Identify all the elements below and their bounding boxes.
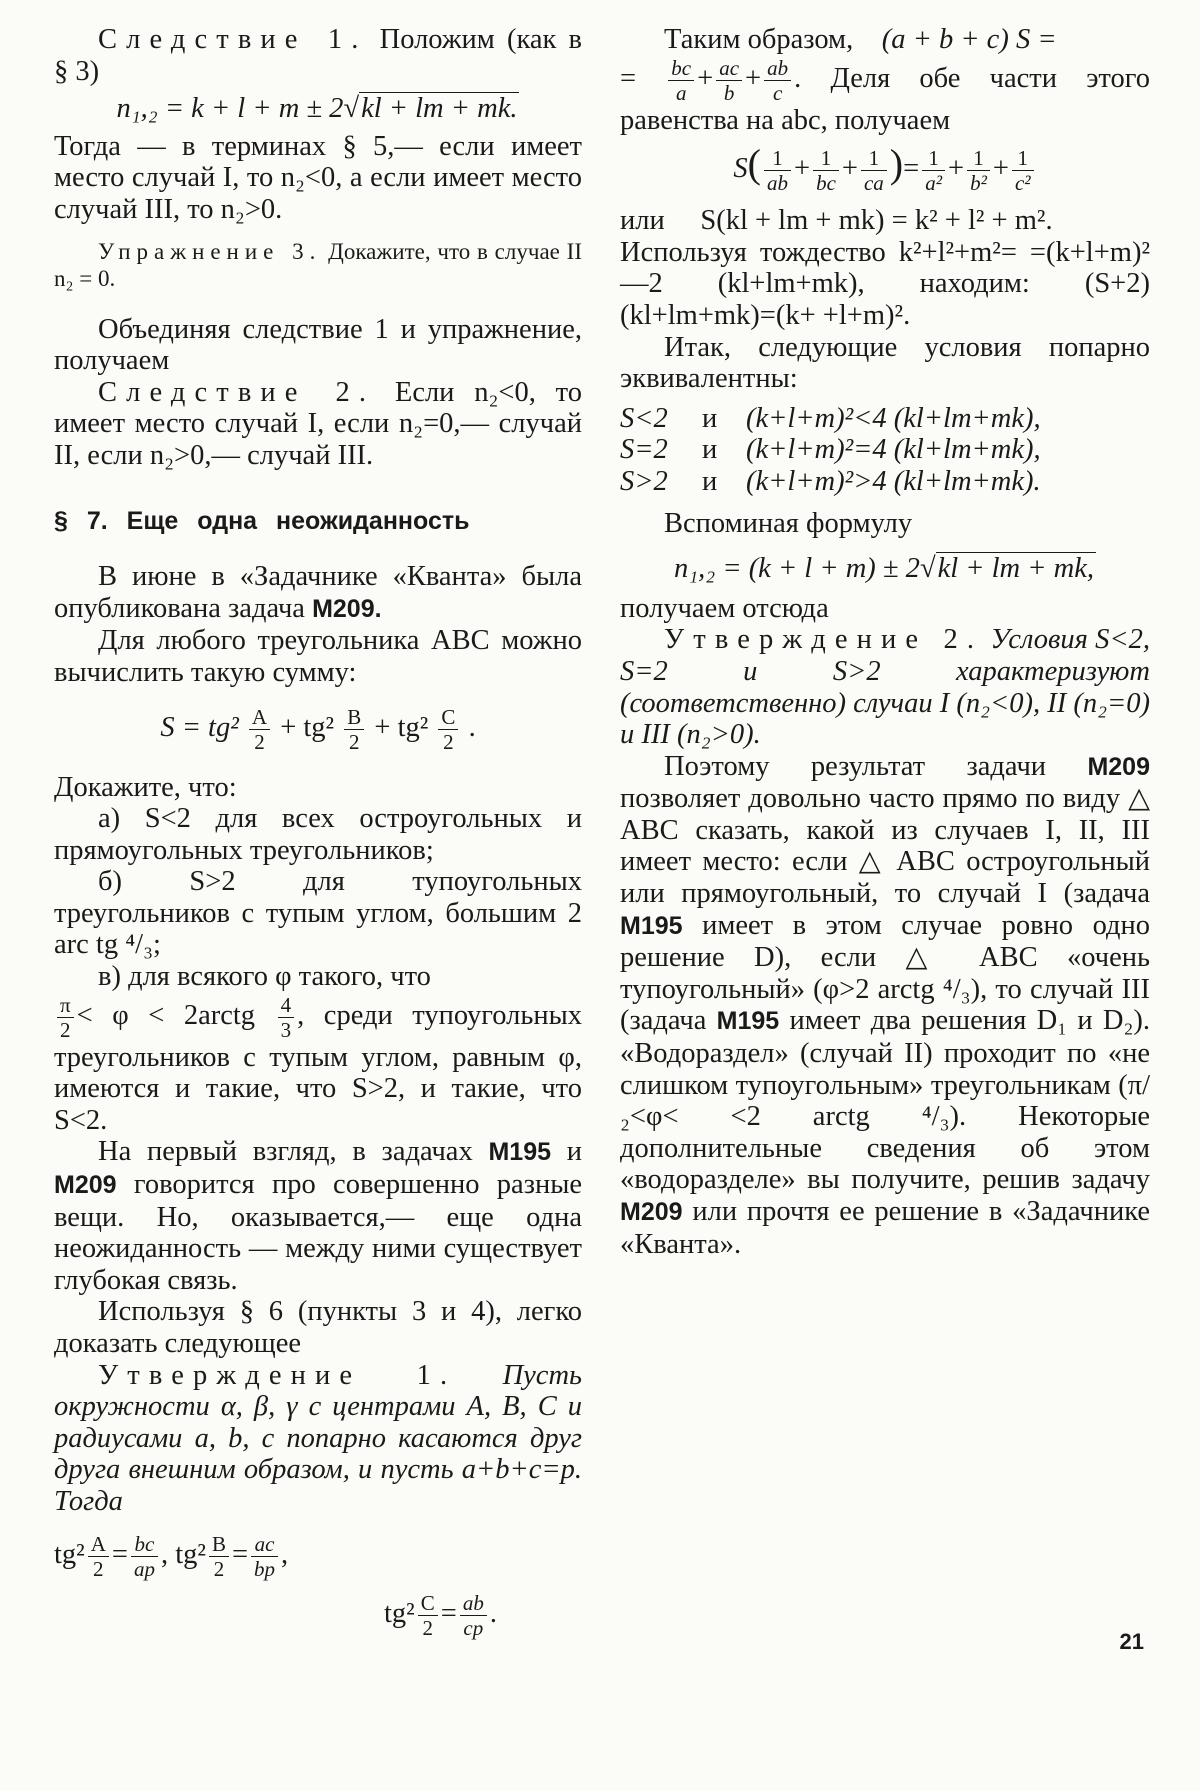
statement-1-heading: Утверждение 1.: [98, 1359, 457, 1391]
condition-s: S>2: [620, 465, 668, 497]
frac-B-2: [209, 1532, 229, 1581]
corollary-1-body: Тогда — в терминах § 5,— если имеет место случай I, то n₂<0, а если имеет место случай III, то n₂>0.: [54, 130, 582, 225]
formula-n12: [54, 93, 582, 125]
item-c: [54, 993, 582, 1137]
frac-num: ab: [764, 56, 791, 81]
frac-num: A: [88, 1532, 109, 1557]
june-text: В июне в «Задачнике «Кванта» была опубликована задача: [54, 561, 582, 624]
therefore-b: позволяет довольно часто прямо по виду △ ABC сказать, какой из случаев I, II, III имеет место: если △ ABC остроугольный или прямоугольный, то случай I (задача: [620, 783, 1150, 910]
corollary-2-text: Если n₂<0, то имеет место случай I, если n₂=0,— случай II, если n₂>0,— случай III.: [54, 376, 583, 471]
frac-den: ab: [766, 171, 788, 196]
frac-den: b: [723, 80, 735, 105]
comma: ,: [281, 1538, 289, 1570]
condition-row: [620, 403, 1150, 435]
comma: ,: [160, 1538, 169, 1570]
frac-den: 3: [280, 1017, 292, 1042]
any-triangle-paragraph: Для любого треугольника ABC можно вычислить такую сумму:: [54, 625, 582, 688]
corollary-1-intro: Положим (как в § 3): [54, 24, 583, 87]
condition-row: [620, 434, 1150, 466]
thus-formula: (a + b + c) S =: [881, 24, 1057, 55]
problem-ref-m209: М209.: [312, 594, 382, 623]
frac-den: 2: [254, 729, 265, 754]
frac-den: 2: [422, 1615, 433, 1640]
therefore-paragraph: [620, 751, 1150, 1261]
condition-and: и: [702, 434, 718, 466]
unite-paragraph: Объединяя следствие 1 и упражнение, получаем: [54, 313, 582, 377]
formula-S: [54, 705, 582, 754]
frac-den: a²: [925, 171, 942, 196]
or-line: или S(kl + lm + mk) = k² + l² + m².: [620, 205, 1053, 237]
frac-B-2: [344, 705, 364, 754]
using-paragraph: Используя § 6 (пункты 3 и 4), легко доказать следующее: [54, 1296, 582, 1359]
frac-bc-ap: [131, 1532, 158, 1581]
statement-2: [620, 624, 1150, 750]
frac-num: 4: [278, 993, 295, 1018]
statement-2-text: Условия S<2, S=2 и S>2 характеризуют (соответственно) случаи I (n₂<0), II (n₂=0) и III (n₂>0).: [620, 624, 1151, 751]
get-line: получаем отсюда: [620, 592, 829, 624]
frac-num: 1: [967, 146, 990, 171]
item-b: б) S>2 для тупоугольных треугольников с тупым углом, большим 2 arc tg ⁴/₃;: [54, 866, 582, 961]
S: S: [733, 153, 748, 185]
frac-C-2: [438, 705, 458, 754]
frac-num: B: [209, 1532, 229, 1557]
plus: +: [793, 153, 811, 185]
therefore-e: или прочтя ее решение в «Задачнике «Кванта».: [620, 1196, 1150, 1260]
plus: +: [948, 153, 965, 185]
tg2: tg²: [175, 1538, 206, 1570]
sqrt-sign: √: [919, 553, 936, 585]
problem-ref-m209: М209: [54, 1171, 117, 1200]
frac-den: b²: [970, 171, 987, 196]
frac-ac-bp: [251, 1532, 278, 1581]
tg2: tg²: [384, 1597, 415, 1629]
frac-1-bc: [813, 146, 839, 195]
conditions-list: [620, 403, 1150, 498]
frac-ab-c: [764, 56, 791, 105]
frac-1-a2: [922, 146, 945, 195]
first-glance-text-b: говорится про совершенно разные вещи. Но, оказывается,— еще одна неожиданность — между ними существует глубокая связь.: [54, 1169, 582, 1296]
frac-den: 2: [93, 1556, 104, 1581]
frac-den: cp: [463, 1615, 484, 1640]
left-column: [54, 24, 582, 1646]
frac-num: π: [57, 993, 74, 1018]
plus: +: [697, 62, 714, 94]
paren-close: ): [889, 141, 904, 187]
frac-num: 1: [861, 146, 887, 171]
problem-ref-m209: М209: [620, 1198, 683, 1226]
frac-A-2: [88, 1532, 109, 1581]
formula-n12-radicand: kl + lm + mk.: [361, 93, 518, 125]
corollary-1-heading: Следствие 1.: [98, 24, 368, 55]
condition-s: S<2: [620, 402, 668, 434]
page-number: 21: [1119, 1629, 1144, 1654]
formula-tg-AB: [54, 1532, 582, 1581]
corollary-1: [54, 24, 582, 87]
sqrt-sign: √: [343, 93, 360, 125]
frac-num: ab: [460, 1591, 487, 1616]
formula-S-recip: [620, 141, 1150, 196]
frac-den: 2: [348, 729, 360, 754]
formula-S-plus-2: + tg²: [374, 711, 429, 743]
frac-den: 2: [443, 729, 454, 754]
condition-s: S=2: [620, 434, 668, 466]
equals: =: [620, 62, 637, 94]
first-glance-text-a: На первый взгляд, в задачах: [98, 1136, 473, 1168]
dividing-text: . Деля обе части этого равенства на abc, получаем: [620, 62, 1150, 136]
exercise-3-text: Докажите, что в случае II n₂ = 0.: [54, 238, 582, 291]
right-column: [620, 24, 1150, 1260]
frac-den: ap: [133, 1556, 155, 1581]
item-c-rest: , среди тупоугольных треугольников с тупым углом, равным φ, имеются и такие, что S>2, и такие, что S<2.: [54, 999, 582, 1136]
first-glance-and: и: [566, 1136, 583, 1168]
exercise-3: [54, 238, 582, 292]
paren-open: (: [747, 141, 761, 187]
plus: +: [841, 153, 858, 185]
frac-ab-cp: [460, 1591, 487, 1640]
corollary-2: [54, 377, 582, 472]
frac-num: bc: [668, 56, 694, 81]
frac-den: 2: [60, 1017, 71, 1042]
tg2: tg²: [54, 1538, 85, 1570]
frac-den: ca: [863, 171, 884, 196]
therefore-a: Поэтому результат задачи: [664, 750, 1047, 782]
statement-2-heading: Утверждение 2.: [664, 624, 984, 656]
prove-line: Докажите, что:: [54, 771, 237, 803]
condition-and: и: [702, 465, 718, 497]
frac-den: bp: [254, 1556, 276, 1581]
statement-1-text: Пусть окружности α, β, γ с центрами A, B, C и радиусами a, b, c попарно касаются друг друга внешним образом, и пусть a+b+c=p. Тогда: [54, 1359, 582, 1517]
frac-den: c: [772, 80, 783, 105]
june-paragraph: [54, 561, 582, 625]
problem-ref-m195: М195: [716, 1007, 780, 1036]
condition-expr: (k+l+m)²=4 (kl+lm+mk),: [746, 434, 1041, 466]
formula-n12-right: [620, 553, 1150, 585]
frac-num: bc: [131, 1532, 158, 1557]
frac-num: A: [249, 705, 270, 730]
plus: +: [992, 153, 1009, 185]
statement-1: [54, 1360, 582, 1518]
frac-sum-paragraph: [620, 56, 1150, 137]
exercise-3-heading: Упражнение 3.: [98, 238, 322, 264]
condition-expr: (k+l+m)²>4 (kl+lm+mk).: [746, 465, 1041, 497]
formula-S-plus-1: + tg²: [280, 711, 335, 743]
formula-n12-radicand: kl + lm + mk,: [937, 553, 1094, 585]
frac-num: B: [344, 705, 364, 730]
item-a: а) S<2 для всех остроугольных и прямоугольных треугольников;: [54, 803, 582, 866]
frac-den: bc: [816, 171, 836, 196]
therefore-d: имеет два решения D₁ и D₂). «Водораздел» (случай II) проходит по «не слишком тупоугольным» треугольникам (π/₂<φ< <2 arctg ⁴/₃). Некоторые дополнительные сведения об этом «водоразделе» вы получите, решив задачу: [620, 1005, 1151, 1196]
frac-num: C: [418, 1591, 438, 1616]
first-glance-paragraph: [54, 1136, 582, 1296]
frac-C-2: [418, 1591, 438, 1640]
frac-1-ca: [861, 146, 887, 195]
item-c-inequality: < φ < 2arctg: [76, 999, 256, 1031]
frac-den: a: [675, 80, 687, 105]
formula-n12-lhs: n₁,₂ = (k + l + m) ± 2: [674, 553, 920, 585]
frac-1-ab: [764, 146, 791, 195]
frac-num: 1: [1012, 146, 1034, 171]
dot: .: [489, 1597, 497, 1629]
frac-num: 1: [764, 146, 791, 171]
frac-A-2: [249, 705, 270, 754]
frac-1-c2: [1012, 146, 1034, 195]
frac-den: 2: [213, 1556, 225, 1581]
frac-num: C: [438, 705, 458, 730]
formula-tg-C: [54, 1591, 582, 1640]
frac-pi-2: [57, 993, 74, 1042]
identity-paragraph: Используя тождество k²+l²+m²= =(k+l+m)²—2 (kl+lm+mk), находим: (S+2) (kl+lm+mk)=(k+ +l+m)².: [620, 236, 1150, 331]
formula-n12-lhs: n₁,₂ = k + l + m ± 2: [116, 93, 344, 125]
recall-line: Вспоминая формулу: [664, 507, 913, 539]
corollary-2-heading: Следствие 2.: [98, 376, 376, 408]
equals: =: [111, 1538, 128, 1570]
plus: +: [745, 62, 762, 94]
frac-1-b2: [967, 146, 990, 195]
problem-ref-m209: М209: [1087, 752, 1150, 781]
item-c-intro: в) для всякого φ такого, что: [98, 961, 431, 993]
equals: =: [903, 153, 920, 185]
frac-num: 1: [922, 146, 945, 171]
condition-expr: (k+l+m)²<4 (kl+lm+mk),: [746, 402, 1041, 434]
frac-den: c²: [1014, 171, 1031, 196]
frac-bc-a: [668, 56, 694, 105]
frac-ac-b: [716, 56, 742, 105]
formula-S-dot: .: [468, 711, 476, 743]
thus-text: Таким образом,: [664, 24, 854, 55]
frac-num: ac: [251, 1532, 278, 1557]
condition-and: и: [702, 402, 718, 434]
frac-4-3: [278, 993, 295, 1042]
therefore-c: имеет в этом случае ровно одно решение D), если △ ABC «очень тупоугольный» (φ>2 arctg ⁴/₃), то случай III (задача: [620, 909, 1150, 1037]
section-title: § 7. Еще одна неожиданность: [54, 506, 470, 535]
problem-ref-m195: М195: [488, 1138, 552, 1167]
problem-ref-m195: М195: [620, 911, 683, 940]
equals: =: [231, 1538, 249, 1570]
equivalent-paragraph: Итак, следующие условия попарно эквивалентны:: [620, 331, 1150, 395]
equals: =: [440, 1597, 457, 1629]
frac-num: 1: [813, 146, 839, 171]
formula-S-lead: S = tg²: [160, 711, 239, 743]
thus-line: [620, 24, 1150, 56]
frac-num: ac: [716, 56, 742, 81]
condition-row: [620, 466, 1150, 498]
